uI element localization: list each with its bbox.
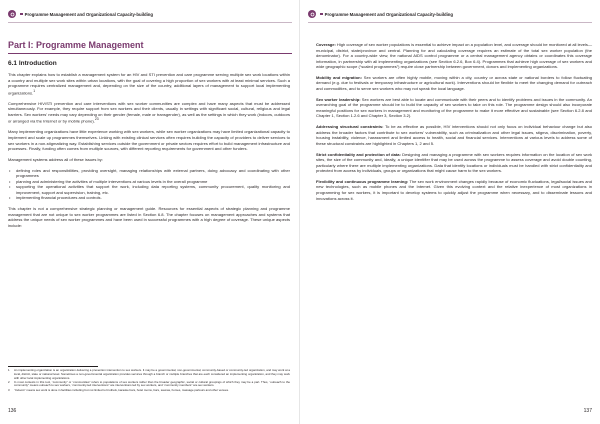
- footnote: [8, 389, 290, 393]
- running-header-right: [308, 8, 453, 20]
- title-divider: [8, 53, 292, 54]
- footnote-text: “Indoors” means sex work is done in facilities including but not limited to brothels, karaoke bars, hotel rooms, bars, saunas, homes, massage parlours and other venues.: [14, 387, 229, 392]
- paragraph-lead: Coverage:: [316, 42, 336, 47]
- paragraph-lead: Flexibility and continuous programme learning:: [316, 178, 409, 184]
- paragraph: Comprehensive HIV/STI prevention and care interventions with sex worker communities are complex and have many aspects that must be addressed simultaneously. For example, they require support from sex workers and their clients, usually in settings with significant social, cultural, religious and legal barriers. Sex workers’ needs may vary depending on their gender (female, male or transgender), as well as the settings in which they work (indoors, outdoors or arranged via the Internet or by mobile phone).$^{23}$: [8, 100, 290, 124]
- section-title: 6.1 Introduction: [8, 60, 57, 67]
- list-item: • defining roles and responsibilities, providing oversight, managing relationships with external partners, doing advocacy and coordinating with other programmes: [8, 168, 290, 179]
- paragraph: Addressing structural constraints: To be as effective as possible, HIV interventions should not only focus on individual behaviour change but also address the broader factors that contribute to sex workers’ vulnerability, such as criminalization and other legal issues, stigma, discrimination, poverty, housing instability, violence, harassment and limited access to health, social and financial services. Interventions at various levels to address some of these structural constraints are highlighted in Chapters 1, 2 and 5.: [316, 124, 592, 146]
- list-item: • planning and administering the activities of multiple interventions at various levels in the overall programme: [8, 179, 290, 185]
- footnote: [8, 369, 290, 380]
- list-item: • supporting the operational activities that support the work, including data reporting systems, community procurement, quality monitoring and improvement, support and supervision, training, etc.: [8, 184, 290, 195]
- footnote-number: 3: [8, 387, 10, 392]
- paragraph-lead: Sex worker leadership:: [316, 96, 361, 102]
- circle-badge-icon: [308, 10, 316, 18]
- bullet-list: [8, 168, 290, 201]
- running-header-title: Programme Management and Organizational Capacity-building: [24, 11, 154, 17]
- paragraph: Flexibility and continuous programme learning: The sex work environment changes rapidly because of economic fluctuations, legal/social issues and new technologies, such as mobile phones and the Internet. Given this evolving context and the relative inexperience of most organizations in programming for sex workers, it is important to develop systems to quickly adjust the programme when necessary, and to disseminate lessons and innovations across it.: [316, 178, 593, 201]
- header-square-icon: [20, 13, 23, 16]
- paragraph-lead: Addressing structural constraints:: [316, 124, 384, 130]
- page-number: 136: [8, 408, 17, 414]
- left-body: [8, 72, 290, 233]
- page-number: 137: [583, 408, 592, 414]
- footnote-number: 2: [8, 379, 10, 384]
- list-item: • implementing financial procedures and controls.: [8, 195, 290, 201]
- footnote-divider: [8, 366, 98, 367]
- part-title: Part I: Programme Management: [8, 40, 144, 50]
- paragraph: Strict confidentiality and protection of data: Designing and managing a programme with sex workers requires information on the location of sex work sites, the size of the community and, ideally, a unique identifier that may be used across the programme to assess coverage and avoid double counting, particularly where there are multiple implementing organizations. Data that identify locations or individuals must be handled with strict confidentiality and protected from access by individuals, groups or organizations that might cause harm to the sex workers.: [316, 151, 592, 174]
- header-square-icon: [320, 13, 323, 16]
- running-header-left: [8, 8, 153, 20]
- paragraph: Sex worker leadership: Sex workers are best able to locate and communicate with their peers and to identify problems and issues in the community. An overarching goal of the programme should be to build the capacity of sex workers to take on this role. The programme design should also incorporate meaningful positions for sex workers in management and monitoring of the programme to make it more effective and sustainable (see Section 6.2.8 and Chapter 1, Section 1.2.6 and Chapter 3, Section 3.2).: [316, 96, 592, 119]
- header-divider: [308, 22, 592, 23]
- footnote-text: An implementing organization is an organization delivering a prevention intervention to sex workers. It may be a governmental, non-governmental, community-based or community-led organization, and may work at a local, district, state or national level. Sometimes a non-governmental organization provides services through a branch or multiple branches that are each considered an implementing organization, and they may work with other local implementing organizations.: [14, 368, 290, 380]
- paragraph: Coverage: High coverage of sex worker populations is essential to achieve impact on a population level, and coverage should be monitored at all levels—municipal, district, state/province and central. Planning for and calculating coverage requires an estimate of the total sex worker population (the denominator). For a country-wide view, the national AIDS control programme or a central management agency obtains or coordinates this coverage information, in partnership with all implementing organizations (see Section 6.2.6, Box 6.4). Programmes that achieve high coverage of sex workers and wide geographic scope (“scaled programmes”) require close partnership between government, donors and implementing organizations.: [316, 42, 592, 70]
- header-divider: [8, 22, 292, 23]
- footnote-number: 1: [8, 368, 10, 372]
- running-header-title: Programme Management and Organizational Capacity-building: [324, 11, 454, 17]
- right-page: [300, 0, 600, 424]
- circle-badge-icon: [8, 10, 16, 18]
- right-body: [316, 42, 592, 206]
- paragraph-lead: Mobility and migration:: [316, 74, 362, 80]
- paragraph: Mobility and migration: Sex workers are often highly mobile, moving within a city, country or across state or national borders to follow fluctuating demand (e.g. due to festivals or temporary infrastructure or agricultural work). Interventions should be flexible to meet the changing demand for outreach and commodities, and to serve sex workers who may not speak the local language.: [316, 74, 592, 92]
- footnote-ref: 3: [96, 117, 99, 122]
- footnote-text: In most contexts in this tool, “community” or “communities” refers to populations of sex workers rather than the broader geographic, social or cultural groupings of which they may be a part. Thus, “outreach to the community” means outreach to sex workers, “community-led interventions” are interventions led by sex workers, and “community members” are sex workers.: [14, 379, 290, 388]
- footnote-ref: 2: [94, 117, 97, 122]
- footnote-ref: 1: [33, 88, 36, 93]
- paragraph: Management systems address all of these issues by:: [8, 156, 103, 162]
- footnotes: [8, 369, 290, 393]
- paragraph: This chapter is not a comprehensive strategic planning or management guide. Resources for essential aspects of strategic planning and programme management that are not unique to sex worker programmes are listed in Section 6.8. The chapter focuses on management approaches and systems that address the unique needs of sex worker programmes and have been used in successful programmes with a high degree of coverage. These unique aspects include:: [8, 206, 290, 228]
- paragraph: Many implementing organizations have little experience working with sex workers, while sex worker organizations may have limited organizational capacity to implement and scale up programmes themselves. Linking with existing clinical services often requires building the capacity of providers to deliver services to sex workers in a non-stigmatizing way. Establishing services outside the government or private sectors requires effort to build management infrastructure and processes. Finally, funding often comes from multiple sources, with different reporting requirements for government and other funders.: [8, 129, 290, 152]
- paragraph: This chapter explains how to establish a management system for an HIV and STI prevention and care programme serving multiple sex work locations within a country and multiple sex work sites within urban locations, with the goal of covering a high proportion of sex workers with at least minimal services. Such a programme requires centralized management and, depending on the size of the country, additional layers of management to support local implementing organizations.$^1$: [8, 72, 290, 95]
- paragraph-lead: Strict confidentiality and protection of data:: [316, 151, 401, 157]
